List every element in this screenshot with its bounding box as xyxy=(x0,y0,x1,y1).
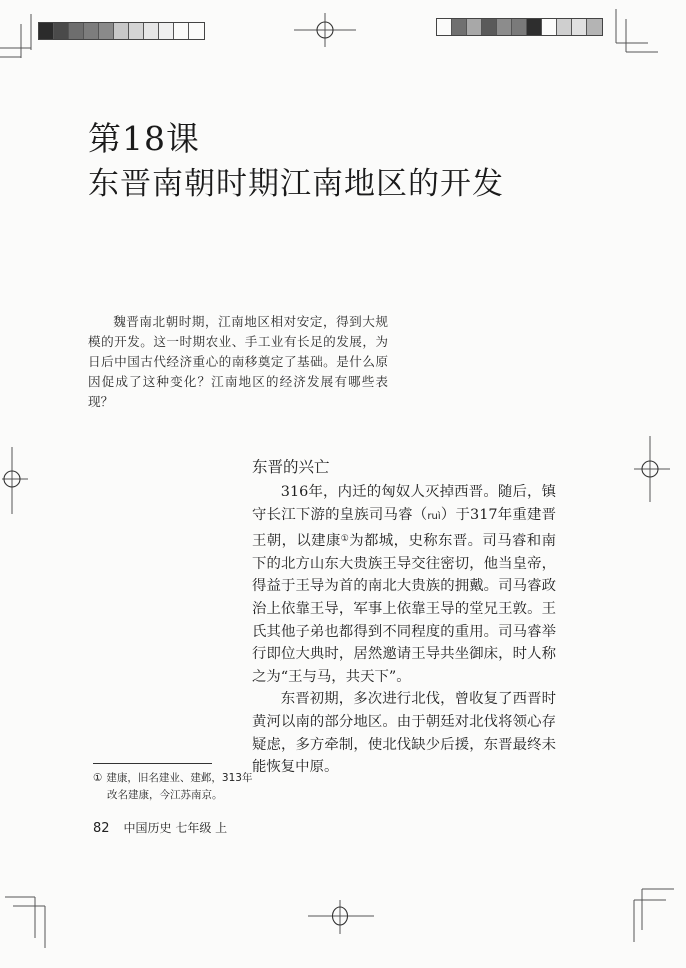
color-calibration-bar-left xyxy=(38,22,205,40)
color-swatch xyxy=(452,19,467,35)
color-swatch xyxy=(174,23,189,39)
crop-mark-bottom-left-icon xyxy=(0,890,50,960)
color-swatch xyxy=(144,23,159,39)
color-swatch xyxy=(437,19,452,35)
color-calibration-bar-right xyxy=(436,18,603,36)
crop-mark-top-left-icon xyxy=(0,0,40,65)
footnote-divider xyxy=(93,763,212,764)
registration-mark-top-icon xyxy=(292,10,358,50)
color-swatch xyxy=(99,23,114,39)
footnote-marker: ① xyxy=(93,772,103,784)
crop-mark-top-right-icon xyxy=(612,0,686,60)
page-footer xyxy=(93,819,227,836)
color-swatch xyxy=(557,19,572,35)
color-swatch xyxy=(587,19,602,35)
body-text-segment: 为都城，史称东晋。司马睿和南下的北方山东大贵族王导交往密切，他当皇帝，得益于王导为首的南北大贵族的拥戴。司马睿政治上依靠王导，军事上依靠王导的堂兄王敦。王氏其他子弟也都得到不同程度的重用。司马睿举行即位大典时，居然邀请王导共坐御床，时人称之为“王与马，共天下”。 xyxy=(252,533,556,685)
lesson-number: 第18课 xyxy=(88,119,200,158)
pinyin-annotation: ruì xyxy=(427,510,441,522)
color-swatch xyxy=(84,23,99,39)
registration-mark-right-icon xyxy=(632,434,672,504)
page-number: 82 xyxy=(93,821,110,836)
color-swatch xyxy=(114,23,129,39)
registration-mark-left-icon xyxy=(0,444,30,516)
intro-paragraph: 魏晋南北朝时期，江南地区相对安定，得到大规模的开发。这一时期农业、手工业有长足的发展，为日后中国古代经济重心的南移奠定了基础。是什么原因促成了这种变化？江南地区的经济发展有哪些表现？ xyxy=(88,314,388,409)
body-text-segment: 316年，内迁的匈奴人灭掉西晋。随后，镇守长江下游的皇族司马睿（ xyxy=(252,484,556,523)
footnote-line-2: 改名建康，今江苏南京。 xyxy=(107,789,223,801)
color-swatch xyxy=(54,23,69,39)
footnote-line-1 xyxy=(93,770,293,787)
section-body xyxy=(252,481,556,779)
footnote xyxy=(93,770,293,804)
color-swatch xyxy=(527,19,542,35)
color-swatch xyxy=(572,19,587,35)
body-paragraph-1 xyxy=(252,481,556,688)
color-swatch xyxy=(69,23,84,39)
color-swatch xyxy=(159,23,174,39)
color-swatch xyxy=(129,23,144,39)
section-heading: 东晋的兴亡 xyxy=(252,458,330,476)
body-paragraph-2: 东晋初期，多次进行北伐，曾收复了西晋时黄河以南的部分地区。由于朝廷对北伐将领心存疑虑，多方牵制，使北伐缺少后援，东晋最终未能恢复中原。 xyxy=(252,691,556,776)
color-swatch xyxy=(39,23,54,39)
registration-mark-bottom-icon xyxy=(306,898,376,936)
footnote-text: 建康，旧名建业、建邺，313年 xyxy=(106,772,253,784)
color-swatch xyxy=(467,19,482,35)
color-swatch xyxy=(497,19,512,35)
color-swatch xyxy=(189,23,204,39)
color-swatch xyxy=(542,19,557,35)
crop-mark-bottom-right-icon xyxy=(626,880,686,950)
color-swatch xyxy=(512,19,527,35)
book-title: 中国历史 七年级 上 xyxy=(123,821,228,835)
body-text-segment: ）于317年重建晋王朝，以建康 xyxy=(252,506,556,550)
lesson-title: 东晋南朝时期江南地区的开发 xyxy=(88,166,504,202)
color-swatch xyxy=(482,19,497,35)
lesson-intro xyxy=(88,312,388,412)
footnote-reference[interactable]: ① xyxy=(340,534,350,545)
